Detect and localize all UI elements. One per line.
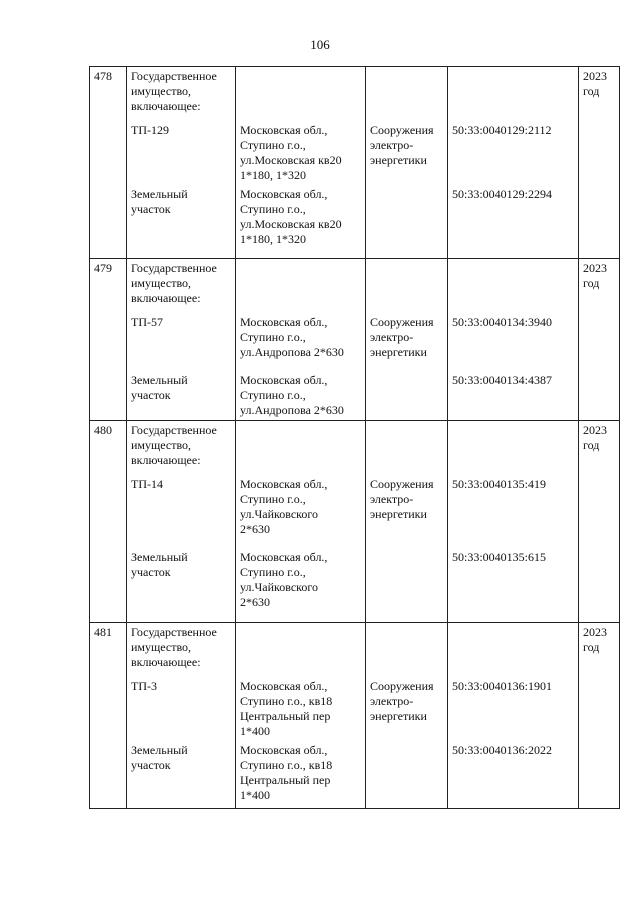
item-type-line: энергетики (370, 344, 427, 359)
item-cadastral (448, 311, 579, 369)
item-address (236, 739, 366, 809)
type-cell (366, 258, 448, 311)
item-address-line: ул.Чайковского (240, 580, 318, 594)
table-row (90, 622, 620, 675)
item-address (236, 546, 366, 622)
table-subrow (90, 183, 620, 258)
item-address-line: Ступино г.о., (240, 138, 306, 152)
item-name (127, 119, 236, 183)
year-line: год (583, 84, 600, 98)
item-address-line: Ступино г.о., кв18 (240, 757, 333, 772)
item-type-line: Сооружения (370, 477, 434, 491)
item-address-line: Московская обл., (240, 372, 328, 387)
table-row (90, 67, 620, 120)
item-type-line: электро- (370, 138, 414, 152)
item-address-line: ул.Московская кв20 (240, 217, 342, 231)
item-address-line: ул.Чайковского (240, 507, 318, 521)
table-subrow (90, 311, 620, 369)
item-address-line: Московская обл., (240, 550, 328, 564)
table-subrow (90, 739, 620, 809)
item-name-line: ТП-57 (131, 314, 163, 329)
group-title (127, 622, 236, 675)
item-name (127, 369, 236, 421)
year (579, 622, 620, 809)
table-row (90, 258, 620, 311)
item-type-line: энергетики (370, 708, 427, 723)
item-name-line: участок (131, 387, 171, 402)
table-subrow (90, 473, 620, 546)
group-title-line: имущество, (131, 639, 192, 654)
item-cadastral (448, 739, 579, 809)
item-cadastral-value: 50:33:0040129:2112 (452, 123, 552, 137)
row-number (90, 421, 127, 623)
item-address-line: 2*630 (240, 522, 270, 536)
type-cell (366, 67, 448, 120)
year-line: год (583, 639, 600, 654)
item-type (366, 183, 448, 258)
group-title-line: имущество, (131, 275, 192, 290)
item-cadastral (448, 183, 579, 258)
year-line: 2023 (583, 624, 607, 639)
group-title-line: включающее: (131, 654, 201, 669)
item-name-line: ТП-129 (131, 123, 169, 137)
item-name-line: Земельный (131, 372, 188, 387)
item-address-line: ул.Московская кв20 (240, 153, 342, 167)
item-name-line: участок (131, 757, 171, 772)
item-address-line: 1*180, 1*320 (240, 168, 306, 182)
item-cadastral (448, 546, 579, 622)
table-row (90, 421, 620, 474)
address-cell (236, 421, 366, 474)
item-address-line: Московская обл., (240, 477, 328, 491)
item-address-line: 1*400 (240, 787, 270, 802)
item-address-line: 1*180, 1*320 (240, 232, 306, 246)
group-title-line: включающее: (131, 453, 201, 467)
item-address (236, 183, 366, 258)
group-title-line: Государственное (131, 69, 217, 83)
group-title-line: имущество, (131, 84, 192, 98)
cadastral-cell (448, 258, 579, 311)
group-title-line: включающее: (131, 99, 201, 113)
item-cadastral-value: 50:33:0040136:2022 (452, 742, 553, 757)
item-type-line: Сооружения (370, 678, 434, 693)
item-cadastral-value: 50:33:0040135:615 (452, 550, 547, 564)
item-type-line: электро- (370, 329, 414, 344)
item-cadastral-value: 50:33:0040134:4387 (452, 372, 553, 387)
item-cadastral (448, 675, 579, 739)
item-address (236, 473, 366, 546)
item-cadastral-value: 50:33:0040134:3940 (452, 314, 553, 329)
table-subrow (90, 546, 620, 622)
item-type-line: энергетики (370, 153, 427, 167)
item-name-line: участок (131, 565, 171, 579)
item-name (127, 675, 236, 739)
group-title-line: Государственное (131, 624, 217, 639)
item-address (236, 675, 366, 739)
item-type (366, 473, 448, 546)
item-address-line: ул.Андропова 2*630 (240, 402, 344, 417)
address-cell (236, 258, 366, 311)
item-address-line: Ступино г.о., (240, 202, 306, 216)
item-name-line: Земельный (131, 550, 188, 564)
item-type (366, 369, 448, 421)
item-name (127, 546, 236, 622)
item-cadastral-value: 50:33:0040129:2294 (452, 187, 553, 201)
item-cadastral (448, 119, 579, 183)
item-cadastral (448, 369, 579, 421)
item-type-line: электро- (370, 693, 414, 708)
year-line: год (583, 275, 600, 290)
item-address-line: Ступино г.о., (240, 492, 306, 506)
cadastral-cell (448, 67, 579, 120)
row-number-value: 481 (94, 624, 112, 639)
property-table (89, 66, 620, 809)
year (579, 67, 620, 259)
row-number (90, 67, 127, 259)
row-number (90, 258, 127, 421)
type-cell (366, 421, 448, 474)
year-line: 2023 (583, 260, 607, 275)
cadastral-cell (448, 622, 579, 675)
item-type (366, 546, 448, 622)
year-line: 2023 (583, 69, 607, 83)
item-type-line: электро- (370, 492, 414, 506)
address-cell (236, 622, 366, 675)
table-subrow (90, 369, 620, 421)
item-address-line: Московская обл., (240, 678, 328, 693)
item-type-line: Сооружения (370, 314, 434, 329)
group-title-line: включающее: (131, 290, 201, 305)
group-title-line: имущество, (131, 438, 192, 452)
year (579, 421, 620, 623)
item-name (127, 183, 236, 258)
item-name-line: Земельный (131, 742, 188, 757)
item-address-line: 2*630 (240, 595, 270, 609)
item-address (236, 119, 366, 183)
item-address-line: Московская обл., (240, 187, 328, 201)
row-number-value: 478 (94, 69, 112, 83)
item-address-line: Центральный пер (240, 772, 331, 787)
item-name (127, 311, 236, 369)
address-cell (236, 67, 366, 120)
item-name-line: участок (131, 202, 171, 216)
item-address (236, 369, 366, 421)
group-title (127, 67, 236, 120)
group-title (127, 421, 236, 474)
type-cell (366, 622, 448, 675)
item-cadastral-value: 50:33:0040135:419 (452, 477, 547, 491)
item-cadastral-value: 50:33:0040136:1901 (452, 678, 553, 693)
group-title-line: Государственное (131, 260, 217, 275)
item-type (366, 675, 448, 739)
item-address-line: Ступино г.о., кв18 (240, 693, 333, 708)
item-address-line: Московская обл., (240, 742, 328, 757)
table-subrow (90, 675, 620, 739)
item-address-line: Ступино г.о., (240, 387, 306, 402)
item-address-line: Московская обл., (240, 314, 328, 329)
item-type (366, 739, 448, 809)
year-line: год (583, 438, 600, 452)
group-title-line: Государственное (131, 423, 217, 437)
item-name (127, 473, 236, 546)
row-number-value: 479 (94, 260, 112, 275)
item-address-line: 1*400 (240, 723, 270, 738)
cadastral-cell (448, 421, 579, 474)
item-address-line: Центральный пер (240, 708, 331, 723)
item-name (127, 739, 236, 809)
item-address (236, 311, 366, 369)
item-address-line: Московская обл., (240, 123, 328, 137)
row-number-value: 480 (94, 423, 112, 437)
item-name-line: ТП-3 (131, 678, 157, 693)
item-cadastral (448, 473, 579, 546)
table-subrow (90, 119, 620, 183)
row-number (90, 622, 127, 809)
item-name-line: Земельный (131, 187, 188, 201)
item-address-line: Ступино г.о., (240, 565, 306, 579)
year (579, 258, 620, 421)
page-number: 106 (310, 37, 330, 52)
item-name-line: ТП-14 (131, 477, 163, 491)
item-type (366, 311, 448, 369)
item-type-line: Сооружения (370, 123, 434, 137)
group-title (127, 258, 236, 311)
item-address-line: Ступино г.о., (240, 329, 306, 344)
item-type (366, 119, 448, 183)
item-address-line: ул.Андропова 2*630 (240, 344, 344, 359)
item-type-line: энергетики (370, 507, 427, 521)
year-line: 2023 (583, 423, 607, 437)
